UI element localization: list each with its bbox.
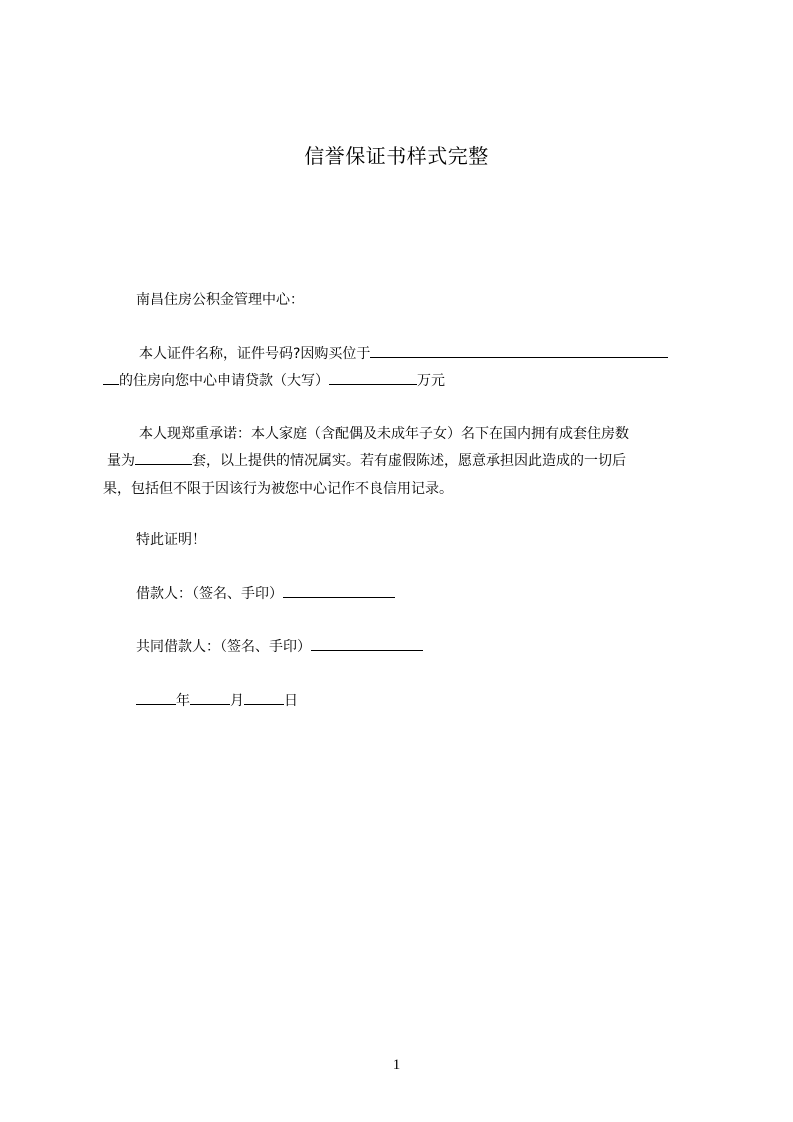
property-location-blank-continued xyxy=(103,371,119,385)
borrower-signature-blank xyxy=(283,584,395,598)
housing-count-blank xyxy=(135,451,192,465)
property-location-blank xyxy=(370,344,668,358)
year-label: 年 xyxy=(176,693,190,709)
housing-count-prefix: 量为 xyxy=(107,453,135,469)
loan-unit-text: 万元 xyxy=(417,373,445,389)
borrower-label: 借款人：（签名、手印） xyxy=(136,586,283,602)
paragraph-2-line-1: 本人现郑重承诺：本人家庭（含配偶及未成年子女）名下在国内拥有成套住房数 xyxy=(139,426,629,442)
loan-amount-blank xyxy=(329,371,417,385)
day-blank xyxy=(244,691,284,705)
co-borrower-signature-blank xyxy=(311,637,423,651)
year-blank xyxy=(136,691,176,705)
paragraph-2-line-3: 果，包括但不限于因该行为被您中心记作不良信用记录。 xyxy=(103,481,453,497)
paragraph-2-line-2 xyxy=(107,451,626,471)
addressee: 南昌住房公积金管理中心： xyxy=(136,292,304,308)
paragraph-1-text: 本人证件名称，证件号码?因购买位于 xyxy=(139,346,371,362)
date-line xyxy=(136,691,298,711)
month-blank xyxy=(190,691,230,705)
co-borrower-label: 共同借款人：（签名、手印） xyxy=(136,639,311,655)
loan-request-text: 的住房向您中心申请贷款（大写） xyxy=(119,373,329,389)
housing-count-suffix: 套，以上提供的情况属实。若有虚假陈述，愿意承担因此造成的一切后 xyxy=(192,453,626,469)
day-label: 日 xyxy=(284,693,298,709)
closing-statement: 特此证明！ xyxy=(136,532,206,548)
paragraph-1-line-2 xyxy=(103,371,445,391)
borrower-signature-line xyxy=(136,584,395,604)
month-label: 月 xyxy=(230,693,244,709)
document-title: 信誉保证书样式完整 xyxy=(304,144,489,168)
co-borrower-signature-line xyxy=(136,637,423,657)
page-number: 1 xyxy=(392,1057,401,1073)
paragraph-1-line-1 xyxy=(139,344,668,364)
